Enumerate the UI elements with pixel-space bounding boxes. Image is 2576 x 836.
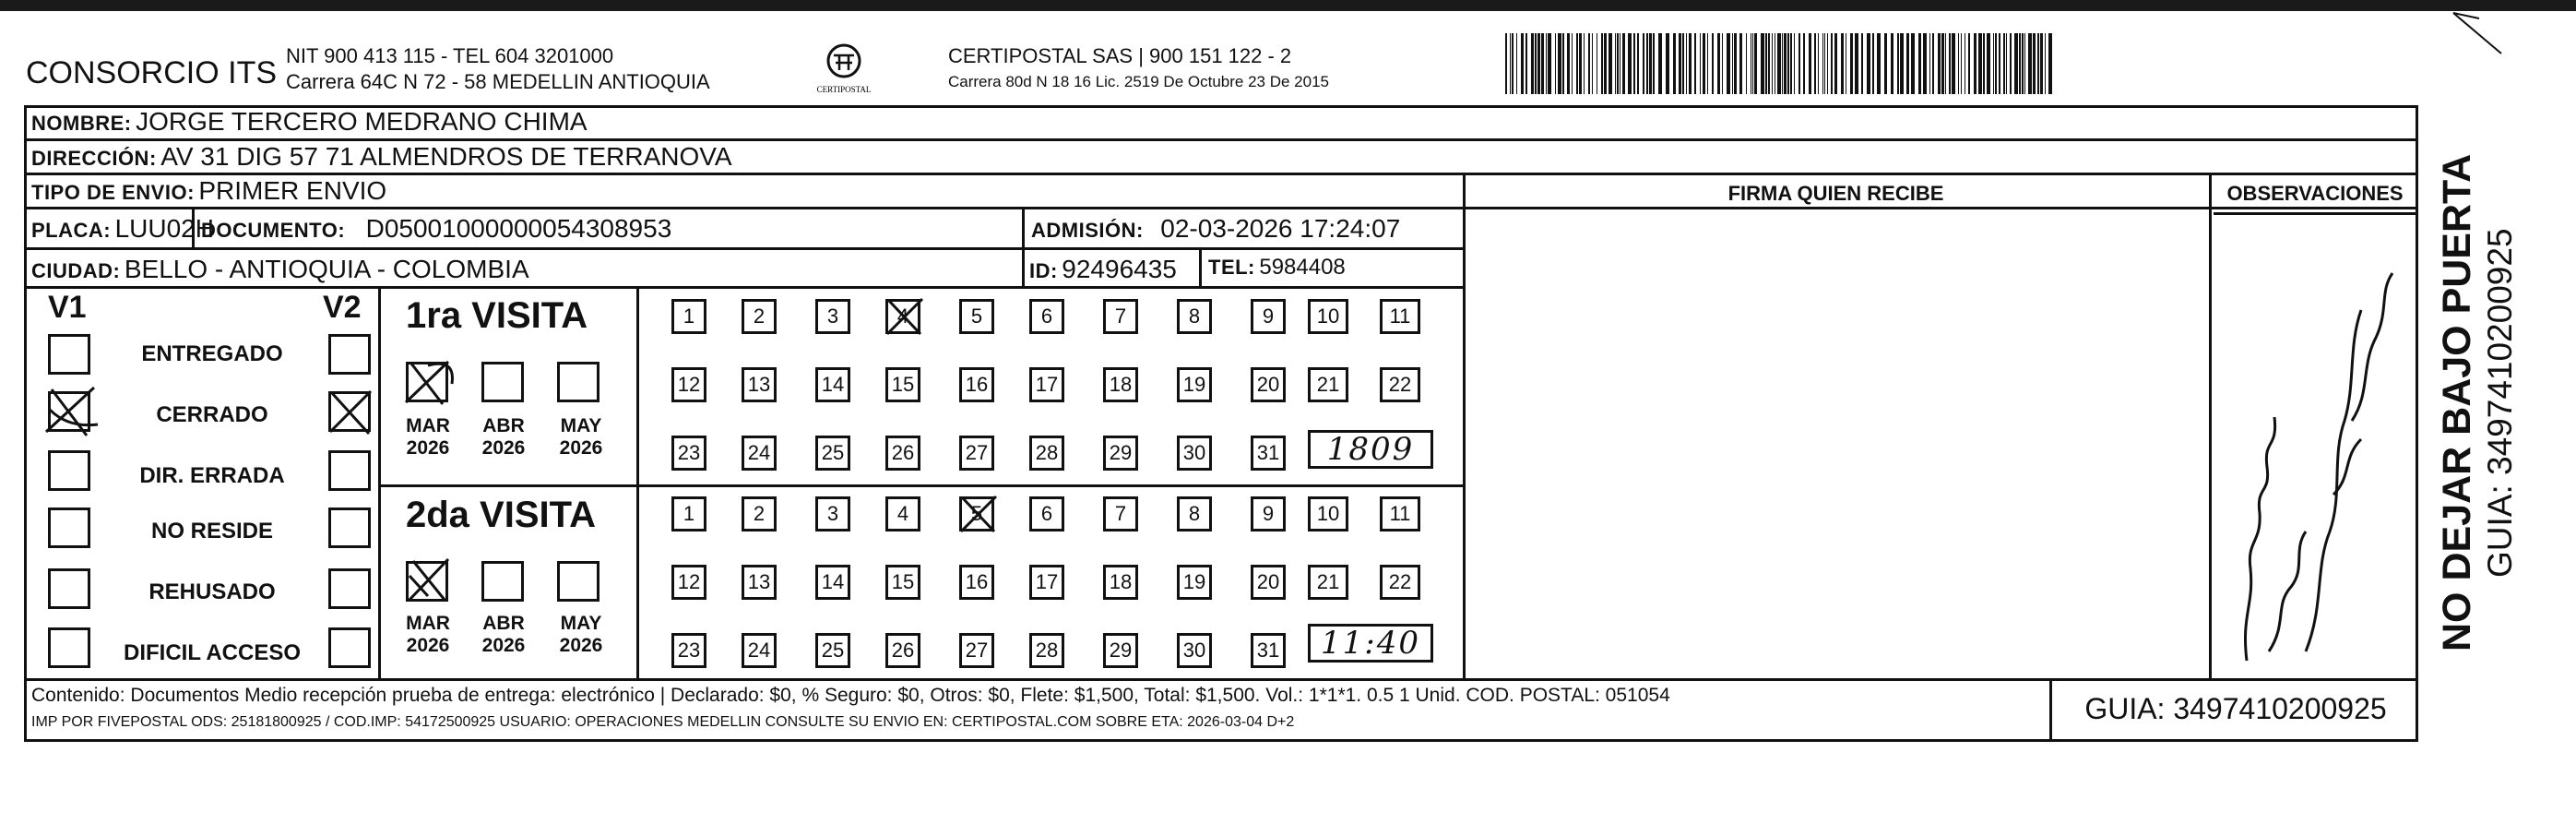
- barcode-bar: [1541, 33, 1544, 94]
- admission-cell: [1031, 214, 1400, 244]
- first-visit-month-may: MAY 2026: [559, 415, 603, 460]
- barcode-bar: [1831, 33, 1833, 94]
- signature-header: FIRMA QUIEN RECIBE: [1727, 182, 1944, 205]
- side-guia: GUIA: 3497410200925: [2481, 228, 2519, 578]
- first-visit-day-24[interactable]: 24: [742, 436, 777, 471]
- barcode-bar: [1666, 33, 1669, 94]
- barcode-bar: [1929, 33, 1930, 94]
- barcode-bar: [1761, 33, 1764, 94]
- barcode-bar: [1622, 33, 1625, 94]
- second-visit-day-19[interactable]: 19: [1177, 565, 1212, 600]
- barcode-bar: [2040, 33, 2043, 94]
- corner-mark: [2453, 13, 2509, 59]
- barcode-bar: [2014, 33, 2018, 94]
- barcode-bar: [1679, 33, 1681, 94]
- observations-handwriting: [2214, 218, 2416, 677]
- barcode-bar: [1872, 33, 1874, 94]
- admission-value: 02-03-2026 17:24:07: [1160, 214, 1401, 243]
- barcode-bar: [2006, 33, 2007, 94]
- first-visit-day-25[interactable]: 25: [815, 436, 850, 471]
- barcode-bar: [1562, 33, 1564, 94]
- observations-header: OBSERVACIONES: [2226, 182, 2404, 205]
- barcode-bar: [1952, 33, 1955, 94]
- logo-text: CERTIPOSTAL: [816, 85, 872, 94]
- barcode-bar: [1653, 33, 1655, 94]
- barcode-bar: [1978, 33, 1982, 94]
- v1-header: V1: [48, 290, 87, 325]
- second-visit-day-18[interactable]: 18: [1103, 565, 1138, 600]
- barcode-bar: [2048, 33, 2052, 94]
- barcode-bar: [1584, 33, 1585, 94]
- second-visit-month-mar: MAR 2026: [406, 613, 450, 657]
- second-visit-day-1[interactable]: 1: [671, 496, 706, 531]
- barcode-bar: [1900, 33, 1904, 94]
- barcode-bar: [1818, 33, 1819, 94]
- second-visit-day-26[interactable]: 26: [885, 633, 920, 668]
- second-visit-day-22[interactable]: 22: [1380, 565, 1420, 600]
- scan-top-edge: [0, 0, 2576, 11]
- first-visit-time: 1809: [1308, 430, 1433, 469]
- barcode-bar: [1579, 33, 1582, 94]
- barcode-bar: [1521, 33, 1524, 94]
- v2-dificil-acceso-checkbox[interactable]: [328, 627, 371, 668]
- second-visit-day-13[interactable]: 13: [742, 565, 777, 600]
- barcode-bar: [1867, 33, 1870, 94]
- barcode-bar: [1974, 33, 1977, 94]
- barcode-bar: [1649, 33, 1652, 94]
- first-visit-day-20[interactable]: 20: [1251, 367, 1286, 402]
- v1-no-reside-checkbox[interactable]: [48, 508, 90, 548]
- barcode-bar: [1694, 33, 1696, 94]
- barcode-bar: [1609, 33, 1612, 94]
- first-visit-title: 1ra VISITA: [406, 295, 588, 336]
- second-visit-day-12[interactable]: 12: [671, 565, 706, 600]
- v1-rehusado-checkbox[interactable]: [48, 568, 90, 609]
- first-visit-day-14[interactable]: 14: [815, 367, 850, 402]
- barcode-bar: [1995, 33, 1997, 94]
- footer-guia: GUIA: 3497410200925: [2084, 692, 2387, 725]
- admission-label: ADMISIÓN:: [1031, 219, 1144, 242]
- barcode-bar: [1727, 33, 1730, 94]
- v2-entregado-checkbox[interactable]: [328, 334, 371, 375]
- second-visit-day-9[interactable]: 9: [1251, 496, 1286, 531]
- barcode-bar: [1637, 33, 1639, 94]
- second-visit-day-11[interactable]: 11: [1380, 496, 1420, 531]
- barcode-bar: [1717, 33, 1720, 94]
- barcode-bar: [1794, 33, 1795, 94]
- barcode-bar: [1855, 33, 1858, 94]
- barcode-bar: [1516, 33, 1517, 94]
- company-nit: NIT 900 413 115 - TEL 604 3201000: [286, 44, 614, 67]
- second-visit-title: 2da VISITA: [406, 495, 596, 535]
- first-visit-month-mar: MAR 2026: [406, 415, 450, 460]
- first-visit-day-18[interactable]: 18: [1103, 367, 1138, 402]
- first-visit-day-13[interactable]: 13: [742, 367, 777, 402]
- v2-rehusado-checkbox[interactable]: [328, 568, 371, 609]
- id-value: 92496435: [1062, 255, 1177, 283]
- barcode-bar: [1505, 33, 1507, 94]
- barcode-bar: [1700, 33, 1701, 94]
- barcode-bar: [1746, 33, 1747, 94]
- second-visit-day-7[interactable]: 7: [1103, 496, 1138, 531]
- second-visit-day-30[interactable]: 30: [1177, 633, 1212, 668]
- barcode-bar: [1861, 33, 1863, 94]
- second-visit-day-6[interactable]: 6: [1029, 496, 1064, 531]
- first-visit-day-15[interactable]: 15: [885, 367, 920, 402]
- barcode-bar: [1535, 33, 1537, 94]
- first-visit-day-8[interactable]: 8: [1177, 299, 1212, 334]
- recipient-name-row: [31, 107, 588, 137]
- second-visit-day-23[interactable]: 23: [671, 633, 706, 668]
- barcode-bar: [1987, 33, 1990, 94]
- barcode-bar: [1897, 33, 1899, 94]
- barcode-bar: [1689, 33, 1692, 94]
- barcode-bar: [1567, 33, 1570, 94]
- barcode-bar: [1798, 33, 1800, 94]
- barcode-bar: [1531, 33, 1534, 94]
- tel-value: 5984408: [1259, 255, 1346, 280]
- barcode-bar: [1891, 33, 1893, 94]
- second-visit-day-21[interactable]: 21: [1308, 565, 1348, 600]
- barcode-bar: [1537, 33, 1540, 94]
- barcode-bar: [1945, 33, 1946, 94]
- barcode-bar: [1827, 33, 1828, 94]
- barcode-bar: [1884, 33, 1887, 94]
- barcode-bar: [1768, 33, 1770, 94]
- first-visit-day-23[interactable]: 23: [671, 436, 706, 471]
- barcode-bar: [1633, 33, 1635, 94]
- v1-cerrado-check-mark: [41, 382, 105, 443]
- first-visit-day-12[interactable]: 12: [671, 367, 706, 402]
- barcode: [1505, 33, 2059, 94]
- first-visit-day-31[interactable]: 31: [1251, 436, 1286, 471]
- second-visit-day-24[interactable]: 24: [742, 633, 777, 668]
- barcode-bar: [1555, 33, 1556, 94]
- plate-label: PLACA:: [31, 219, 112, 242]
- barcode-bar: [1682, 33, 1684, 94]
- first-visit-day-10[interactable]: 10: [1308, 299, 1348, 334]
- first-visit-day-16[interactable]: 16: [959, 367, 994, 402]
- barcode-bar: [2045, 33, 2046, 94]
- barcode-bar: [1906, 33, 1909, 94]
- barcode-bar: [1525, 33, 1527, 94]
- barcode-bar: [1814, 33, 1816, 94]
- barcode-bar: [1601, 33, 1603, 94]
- tel-cell: [1208, 255, 1346, 281]
- barcode-bar: [1572, 33, 1573, 94]
- barcode-bar: [1712, 33, 1714, 94]
- barcode-bar: [1703, 33, 1705, 94]
- v2-cerrado-check-mark: [323, 384, 382, 441]
- first-visit-month-may-checkbox[interactable]: [557, 362, 599, 402]
- first-visit-day-29[interactable]: 29: [1103, 436, 1138, 471]
- document-value: D05001000000054308953: [365, 214, 672, 243]
- barcode-bar: [1772, 33, 1773, 94]
- barcode-bar: [1784, 33, 1787, 94]
- status-rehusado: REHUSADO: [148, 579, 276, 604]
- barcode-bar: [1949, 33, 1951, 94]
- first-visit-day-5[interactable]: 5: [959, 299, 994, 334]
- first-visit-month-abr: ABR 2026: [481, 415, 526, 460]
- signature-area[interactable]: [1466, 212, 2208, 677]
- barcode-bar: [1673, 33, 1676, 94]
- status-entregado: ENTREGADO: [141, 341, 283, 366]
- shipment-type-label: TIPO DE ENVIO:: [31, 181, 195, 204]
- barcode-bar: [1938, 33, 1941, 94]
- barcode-bar: [1911, 33, 1915, 94]
- barcode-bar: [1850, 33, 1853, 94]
- barcode-bar: [1615, 33, 1616, 94]
- document-cell: [201, 214, 671, 244]
- status-dificil-acceso: DIFICIL ACCESO: [123, 640, 301, 665]
- barcode-bar: [1512, 33, 1514, 94]
- second-visit-day-29[interactable]: 29: [1103, 633, 1138, 668]
- address-value: AV 31 DIG 57 71 ALMENDROS DE TERRANOVA: [160, 142, 732, 171]
- barcode-bar: [2037, 33, 2039, 94]
- second-visit-day-25[interactable]: 25: [815, 633, 850, 668]
- certipostal-logo-icon: [812, 41, 876, 105]
- barcode-bar: [1604, 33, 1607, 94]
- first-visit-day-1[interactable]: 1: [671, 299, 706, 334]
- v1-dificil-acceso-checkbox[interactable]: [48, 627, 90, 668]
- barcode-bar: [1958, 33, 1959, 94]
- first-visit-day-6[interactable]: 6: [1029, 299, 1064, 334]
- barcode-bar: [2003, 33, 2005, 94]
- barcode-bar: [1932, 33, 1934, 94]
- first-visit-day-21[interactable]: 21: [1308, 367, 1348, 402]
- v2-header: V2: [323, 290, 362, 325]
- second-visit-day-2[interactable]: 2: [742, 496, 777, 531]
- first-visit-day-check-mark: [880, 293, 928, 340]
- tel-label: TEL:: [1208, 256, 1255, 279]
- second-visit-month-may: MAY 2026: [559, 613, 603, 657]
- second-visit-day-14[interactable]: 14: [815, 565, 850, 600]
- first-visit-day-27[interactable]: 27: [959, 436, 994, 471]
- company-address: Carrera 64C N 72 - 58 MEDELLIN ANTIOQUIA: [286, 70, 710, 93]
- barcode-bar: [1877, 33, 1881, 94]
- status-cerrado: CERRADO: [156, 402, 268, 427]
- first-visit-day-22[interactable]: 22: [1380, 367, 1420, 402]
- barcode-bar: [1782, 33, 1783, 94]
- first-visit-day-30[interactable]: 30: [1177, 436, 1212, 471]
- first-visit-mar-check-mark: [400, 356, 465, 412]
- second-visit-day-10[interactable]: 10: [1308, 496, 1348, 531]
- barcode-bar: [1822, 33, 1823, 94]
- second-visit-day-28[interactable]: 28: [1029, 633, 1064, 668]
- side-warning: NO DEJAR BAJO PUERTA: [2435, 153, 2479, 651]
- v2-no-reside-checkbox[interactable]: [328, 508, 371, 548]
- barcode-bar: [1777, 33, 1781, 94]
- second-visit-day-20[interactable]: 20: [1251, 565, 1286, 600]
- barcode-bar: [1732, 33, 1733, 94]
- company-name: CONSORCIO ITS: [26, 55, 278, 90]
- barcode-bar: [1588, 33, 1590, 94]
- barcode-bar: [1576, 33, 1578, 94]
- second-visit-day-3[interactable]: 3: [815, 496, 850, 531]
- barcode-bar: [2010, 33, 2012, 94]
- city-cell: [31, 255, 529, 284]
- plate-cell: [31, 214, 214, 244]
- barcode-bar: [1961, 33, 1962, 94]
- barcode-bar: [1923, 33, 1927, 94]
- v2-dir-errada-checkbox[interactable]: [328, 450, 371, 491]
- id-cell: [1029, 255, 1177, 284]
- address-label: DIRECCIÓN:: [31, 147, 157, 170]
- second-visit-month-abr: ABR 2026: [481, 613, 526, 657]
- plate-value: LUU02H: [114, 214, 214, 243]
- barcode-bar: [1734, 33, 1737, 94]
- barcode-bar: [1787, 33, 1789, 94]
- first-visit-day-9[interactable]: 9: [1251, 299, 1286, 334]
- barcode-bar: [1809, 33, 1811, 94]
- barcode-bar: [1918, 33, 1921, 94]
- second-visit-day-4[interactable]: 4: [885, 496, 920, 531]
- barcode-bar: [1752, 33, 1753, 94]
- barcode-bar: [1643, 33, 1644, 94]
- recipient-name: JORGE TERCERO MEDRANO CHIMA: [136, 107, 588, 136]
- first-visit-day-26[interactable]: 26: [885, 436, 920, 471]
- city-value: BELLO - ANTIOQUIA - COLOMBIA: [124, 255, 529, 283]
- barcode-bar: [1841, 33, 1844, 94]
- barcode-bar: [1548, 33, 1551, 94]
- second-visit-day-27[interactable]: 27: [959, 633, 994, 668]
- first-visit-day-17[interactable]: 17: [1029, 367, 1064, 402]
- second-visit-day-16[interactable]: 16: [959, 565, 994, 600]
- second-visit-mar-check-mark: [402, 554, 461, 607]
- first-visit-day-7[interactable]: 7: [1103, 299, 1138, 334]
- first-visit-day-28[interactable]: 28: [1029, 436, 1064, 471]
- shipment-type: PRIMER ENVIO: [198, 176, 387, 205]
- recipient-name-label: NOMBRE:: [31, 112, 132, 135]
- city-label: CIUDAD:: [31, 259, 121, 282]
- barcode-bar: [2022, 33, 2024, 94]
- carrier-address: Carrera 80d N 18 16 Lic. 2519 De Octubre 23 De 2015: [948, 73, 1329, 90]
- barcode-bar: [1803, 33, 1805, 94]
- barcode-bar: [1646, 33, 1648, 94]
- barcode-bar: [1941, 33, 1944, 94]
- barcode-bar: [2028, 33, 2032, 94]
- barcode-bar: [2019, 33, 2021, 94]
- barcode-bar: [1765, 33, 1767, 94]
- document-label: DOCUMENTO:: [201, 219, 346, 242]
- barcode-bar: [1824, 33, 1825, 94]
- status-dir-errada: DIR. ERRADA: [139, 463, 285, 488]
- second-visit-day-31[interactable]: 31: [1251, 633, 1286, 668]
- id-label: ID:: [1029, 259, 1058, 282]
- contents-line: Contenido: Documentos Medio recepción prueba de entrega: electrónico | Declarado: $0, % Seguro: $0, Otros: $0, Flete: $1,500, Total: $1,500. Vol.: 1*1*1. 0.5 1 Unid. COD. POSTAL: 051054: [31, 685, 1670, 706]
- shipment-type-row: [31, 176, 386, 206]
- carrier-name: CERTIPOSTAL SAS | 900 151 122 - 2: [948, 44, 1292, 67]
- barcode-bar: [2033, 33, 2036, 94]
- first-visit-day-19[interactable]: 19: [1177, 367, 1212, 402]
- address-row: [31, 142, 732, 172]
- barcode-bar: [1999, 33, 2000, 94]
- barcode-bar: [2024, 33, 2025, 94]
- barcode-bar: [1722, 33, 1723, 94]
- print-info-line: IMP POR FIVEPOSTAL ODS: 25181800925 / COD.IMP: 54172500925 USUARIO: OPERACIONES MEDELLIN CONSULTE SU ENVIO EN: CERTIPOSTAL.COM SOBRE ETA: 2026-03-04 D+2: [31, 714, 1295, 730]
- first-visit-day-3[interactable]: 3: [815, 299, 850, 334]
- barcode-bar: [1790, 33, 1792, 94]
- status-no-reside: NO RESIDE: [150, 519, 274, 543]
- v1-entregado-checkbox[interactable]: [48, 334, 90, 375]
- barcode-bar: [1993, 33, 1994, 94]
- barcode-bar: [1510, 33, 1511, 94]
- barcode-bar: [1617, 33, 1619, 94]
- second-visit-day-17[interactable]: 17: [1029, 565, 1064, 600]
- barcode-bar: [1707, 33, 1708, 94]
- second-visit-month-may-checkbox[interactable]: [557, 561, 599, 602]
- first-visit-day-4[interactable]: 4: [885, 299, 920, 334]
- first-visit-month-abr-checkbox[interactable]: [481, 362, 524, 402]
- barcode-bar: [1983, 33, 1985, 94]
- barcode-bar: [1546, 33, 1547, 94]
- barcode-bar: [1968, 33, 1970, 94]
- barcode-bar: [1628, 33, 1632, 94]
- barcode-bar: [1658, 33, 1662, 94]
- barcode-bar: [1592, 33, 1593, 94]
- second-visit-day-8[interactable]: 8: [1177, 496, 1212, 531]
- first-visit-day-2[interactable]: 2: [742, 299, 777, 334]
- second-visit-day-15[interactable]: 15: [885, 565, 920, 600]
- first-visit-day-11[interactable]: 11: [1380, 299, 1420, 334]
- second-visit-day-check-mark: [954, 491, 1002, 537]
- barcode-bar: [1754, 33, 1757, 94]
- v1-dir-errada-checkbox[interactable]: [48, 450, 90, 491]
- barcode-bar: [1739, 33, 1742, 94]
- barcode-bar: [1834, 33, 1837, 94]
- second-visit-time: 11:40: [1308, 624, 1433, 663]
- barcode-bar: [1686, 33, 1687, 94]
- second-visit-day-5[interactable]: 5: [959, 496, 994, 531]
- barcode-bar: [1558, 33, 1561, 94]
- second-visit-month-abr-checkbox[interactable]: [481, 561, 524, 602]
